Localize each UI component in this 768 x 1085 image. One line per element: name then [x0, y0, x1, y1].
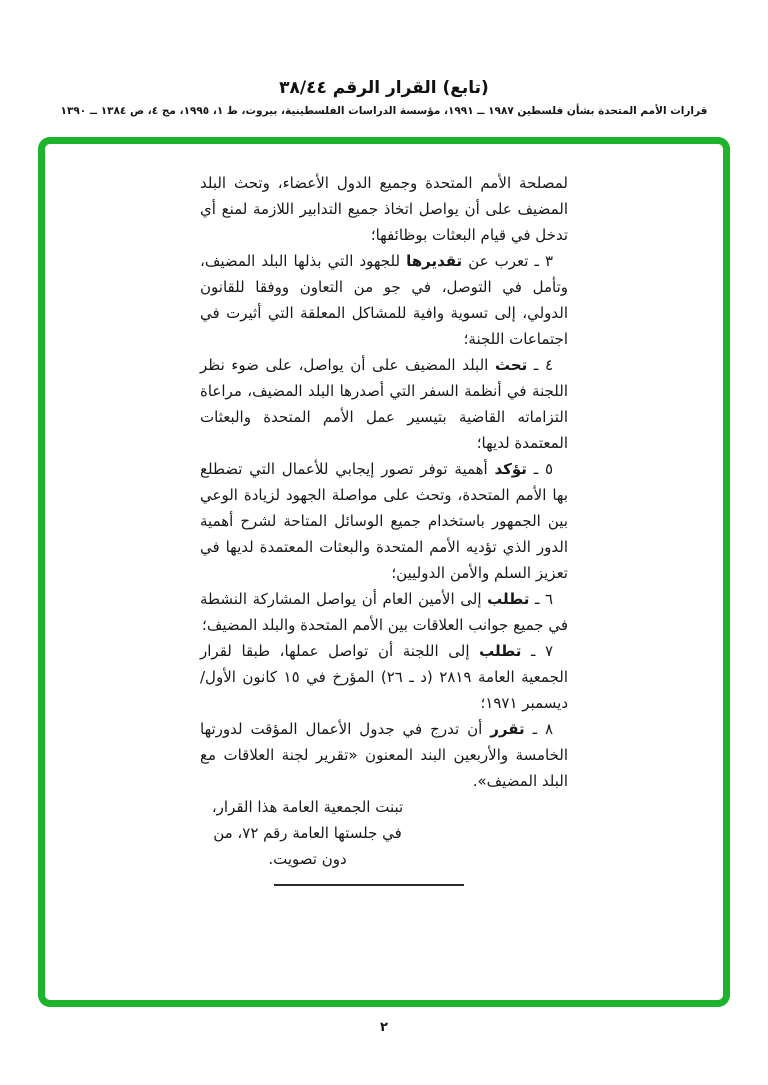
adoption-note-line: في جلستها العامة رقم ٧٢، من: [213, 824, 402, 842]
footnote-divider: [274, 884, 464, 886]
page-number: ٢: [380, 1020, 388, 1035]
document-frame: [38, 137, 730, 1007]
source-citation: قرارات الأمم المتحدة بشأن فلسطين ١٩٨٧ ــ ١٩٩١، مؤسسة الدراسات الفلسطينية، بيروت، ط ١، ١٩٩٥، مج ٤، ص ١٣٨٤ ــ ١٣٩٠: [60, 105, 708, 117]
resolution-body: [200, 144, 568, 886]
paragraph: ٥ ـ تؤكد أهمية توفر تصور إيجابي للأعمال التي تضطلع بها الأمم المتحدة، وتحث على مواصلة الجهود لزيادة الوعي بين الجمهور باستخدام جميع الوسائل المتاحة لشرح أهمية الدور الذي تؤديه الأمم المتحدة والبعثات المعتمدة لديها في تعزيز السلم والأمن الدوليين؛: [200, 460, 568, 582]
paragraph: ٦ ـ تطلب إلى الأمين العام أن يواصل المشاركة النشطة في جميع جوانب العلاقات بين الأمم المتحدة والبلد المضيف؛: [200, 590, 568, 634]
paragraph-list: [200, 170, 568, 794]
paragraph: ٨ ـ تقرر أن تدرج في جدول الأعمال المؤقت لدورتها الخامسة والأربعين البند المعنون «تقرير لجنة العلاقات مع البلد المضيف».: [200, 720, 568, 790]
adoption-note-line: دون تصويت.: [268, 850, 347, 868]
paragraph: ٤ ـ تحث البلد المضيف على أن يواصل، على ضوء نظر اللجنة في أنظمة السفر التي أصدرها البلد المضيف، مراعاة التزاماته القاضية بتيسير عمل الأمم المتحدة والبعثات المعتمدة لديها؛: [200, 356, 568, 452]
adoption-note-line: تبنت الجمعية العامة هذا القرار،: [211, 798, 404, 816]
paragraph: ٣ ـ تعرب عن تقديرها للجهود التي بذلها البلد المضيف، وتأمل في التوصل، في جو من التعاون ووفقا للقانون الدولي، إلى تسوية وافية للمشاكل المعلقة التي أثيرت في اجتماعات اللجنة؛: [200, 252, 568, 348]
paragraph: لمصلحة الأمم المتحدة وجميع الدول الأعضاء، وتحث البلد المضيف على أن يواصل اتخاذ جميع التدابير اللازمة لمنع أي تدخل في قيام البعثات بوظائفها؛: [200, 174, 568, 244]
paragraph: ٧ ـ تطلب إلى اللجنة أن تواصل عملها، طبقا لقرار الجمعية العامة ٢٨١٩ (د ـ ٢٦) المؤرخ في ١٥ كانون الأول/ديسمبر ١٩٧١؛: [200, 642, 568, 712]
adoption-note: [200, 794, 415, 872]
resolution-title: (تابع) القرار الرقم ٣٨/٤٤: [279, 78, 489, 98]
